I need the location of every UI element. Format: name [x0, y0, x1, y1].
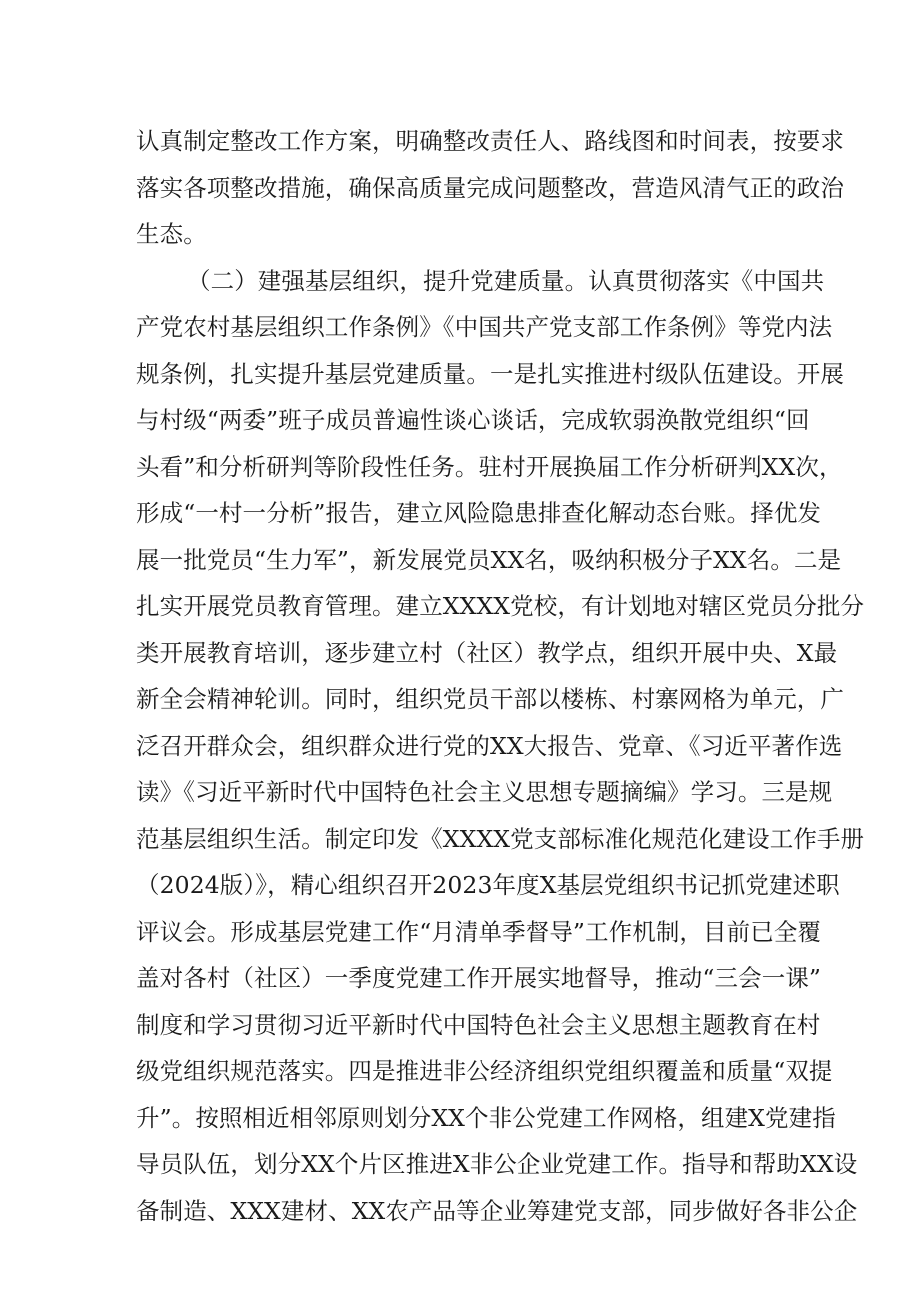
text-line: 读》《习近平新时代中国特色社会主义思想专题摘编》学习。三是规 — [136, 778, 833, 806]
text-line: 落实各项整改措施，确保高质量完成问题整改，营造风清气正的政治 — [136, 173, 844, 202]
text-line: 级党组织规范落实。四是推进非公经济组织党组织覆盖和质量“双提 — [136, 1057, 833, 1085]
text-line: 泛召开群众会，组织群众进行党的XX大报告、党章、《习近平著作选 — [136, 731, 843, 760]
text-line: 盖对各村（社区）一季度党建工作开展实地督导，推动“三会一课” — [136, 964, 822, 992]
text-line: 范基层组织生活。制定印发《XXXX党支部标准化规范化建设工作手册 — [136, 824, 865, 853]
text-line: 导员队伍，划分XX个片区推进X非公企业党建工作。指导和帮助XX设 — [136, 1150, 858, 1178]
text-line: 新全会精神轮训。同时，组织党员干部以楼栋、村寨网格为单元，广 — [136, 685, 844, 713]
text-line: 产党农村基层组织工作条例》《中国共产党支部工作条例》等党内法 — [136, 313, 833, 341]
text-line: 升”。按照相近相邻原则划分XX个非公党建工作网格，组建X党建指 — [136, 1103, 836, 1132]
text-line: 扎实开展党员教育管理。建立XXXX党校，有计划地对辖区党员分批分 — [136, 592, 865, 620]
text-line: （2024版）》，精心组织召开2023年度X基层党组织书记抓党建述职 — [136, 871, 840, 899]
text-line: 制度和学习贯彻习近平新时代中国特色社会主义思想主题教育在村 — [136, 1010, 821, 1039]
text-line: 与村级“两委”班子成员普遍性谈心谈话，完成软弱涣散党组织“回 — [136, 406, 810, 434]
text-line: 类开展教育培训，逐步建立村（社区）教学点，组织开展中央、X最 — [136, 638, 838, 667]
text-line: 展一批党员“生力军”，新发展党员XX名，吸纳积极分子XX名。二是 — [136, 545, 842, 574]
section-heading-line: （二）建强基层组织，提升党建质量。认真贯彻落实《中国共 — [187, 266, 825, 295]
text-line: 头看”和分析研判等阶段性任务。驻村开展换届工作分析研判XX次， — [136, 452, 843, 481]
text-line: 认真制定整改工作方案，明确整改责任人、路线图和时间表，按要求 — [136, 127, 844, 155]
text-line: 备制造、XXX建材、XX农产品等企业筹建党支部，同步做好各非公企 — [136, 1196, 858, 1225]
text-line: 形成“一村一分析”报告，建立风险隐患排查化解动态台账。择优发 — [136, 499, 822, 527]
text-line: 规条例，扎实提升基层党建质量。一是扎实推进村级队伍建设。开展 — [136, 359, 844, 388]
body-text — [136, 118, 865, 1234]
text-line: 评议会。形成基层党建工作“月清单季督导”工作机制，目前已全覆 — [136, 917, 822, 946]
text-line: 生态。 — [136, 220, 207, 248]
